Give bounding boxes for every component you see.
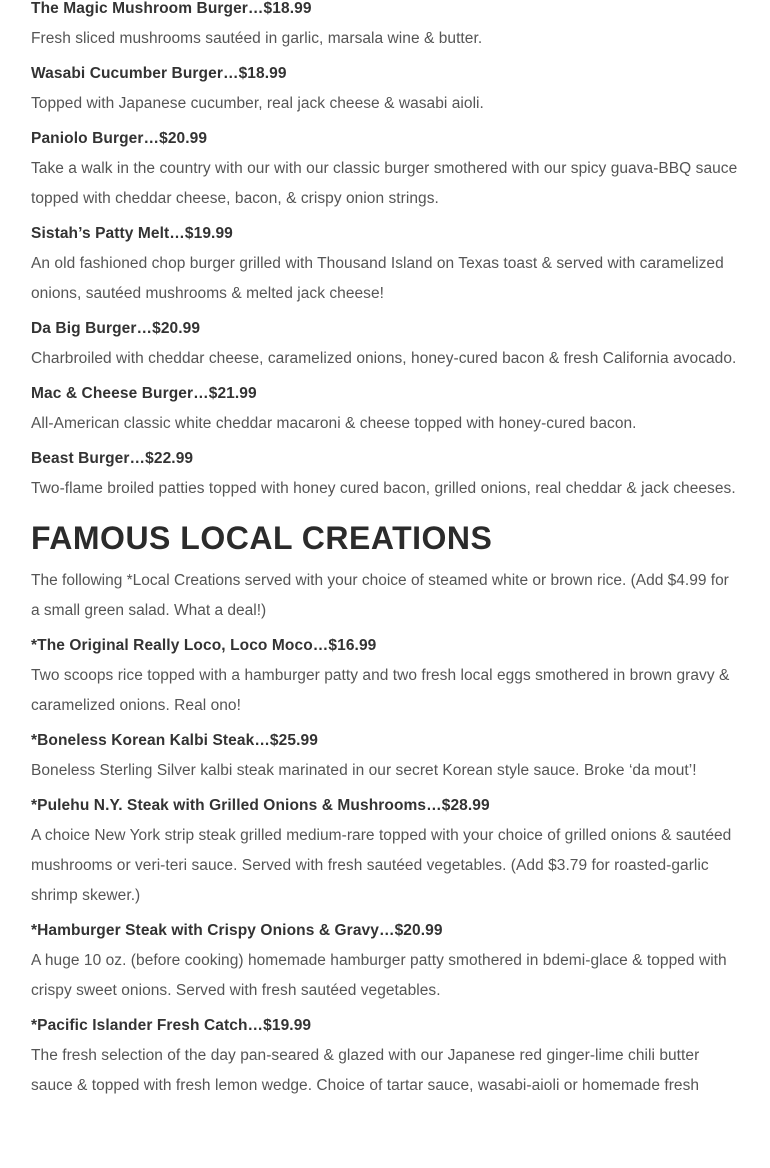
menu-item-wasabi-cucumber-burger xyxy=(31,64,741,119)
menu-item-title: *Boneless Korean Kalbi Steak…$25.99 xyxy=(31,732,318,749)
menu-item-title: *Pulehu N.Y. Steak with Grilled Onions & Mushrooms…$28.99 xyxy=(31,797,490,814)
menu-item-title: Da Big Burger…$20.99 xyxy=(31,320,201,337)
menu-item-da-big-burger xyxy=(31,319,741,374)
menu-item-description: Take a walk in the country with our with our classic burger smothered with our spicy guava-BBQ sauce topped with cheddar cheese, bacon, & crispy onion strings. xyxy=(31,160,738,207)
menu-item-mac-cheese-burger xyxy=(31,384,741,439)
menu-item-pacific-islander-fresh-catch xyxy=(31,1016,741,1101)
menu-item-description: Two-flame broiled patties topped with honey cured bacon, grilled onions, real cheddar & jack cheeses. xyxy=(31,480,736,497)
menu-item-magic-mushroom-burger xyxy=(31,0,741,54)
menu-item-description: Two scoops rice topped with a hamburger patty and two fresh local eggs smothered in brown gravy & caramelized onions. Real ono! xyxy=(31,667,730,714)
menu-item-description: A huge 10 oz. (before cooking) homemade hamburger patty smothered in bdemi-glace & topped with crispy sweet onions. Served with fresh sautéed vegetables. xyxy=(31,952,727,999)
menu-item-title: Paniolo Burger…$20.99 xyxy=(31,130,208,147)
section-intro: The following *Local Creations served with your choice of steamed white or brown rice. (Add $4.99 for a small green salad. What a deal!) xyxy=(31,572,729,619)
menu-item-description: Boneless Sterling Silver kalbi steak marinated in our secret Korean style sauce. Broke ‘da mout’! xyxy=(31,762,697,779)
menu-item-hamburger-steak xyxy=(31,921,741,1006)
menu-item-title: The Magic Mushroom Burger…$18.99 xyxy=(31,0,312,17)
menu-item-title: *Pacific Islander Fresh Catch…$19.99 xyxy=(31,1017,312,1034)
section-heading-local-creations: FAMOUS LOCAL CREATIONS xyxy=(31,520,493,556)
menu-item-title: Wasabi Cucumber Burger…$18.99 xyxy=(31,65,287,82)
menu-item-title: *The Original Really Loco, Loco Moco…$16.99 xyxy=(31,637,377,654)
menu-item-beast-burger xyxy=(31,449,741,504)
menu-item-korean-kalbi-steak xyxy=(31,731,741,786)
menu-item-loco-moco xyxy=(31,636,741,721)
menu-item-title: Sistah’s Patty Melt…$19.99 xyxy=(31,225,233,242)
menu-item-description: Fresh sliced mushrooms sautéed in garlic, marsala wine & butter. xyxy=(31,30,483,47)
menu-item-description: The fresh selection of the day pan-seared & glazed with our Japanese red ginger-lime chili butter sauce & topped with fresh lemon wedge. Choice of tartar sauce, wasabi-aioli or homemade fresh xyxy=(31,1047,700,1094)
menu-item-title: Beast Burger…$22.99 xyxy=(31,450,194,467)
menu-item-sistahs-patty-melt xyxy=(31,224,741,309)
menu-item-description: Charbroiled with cheddar cheese, caramelized onions, honey-cured bacon & fresh California avocado. xyxy=(31,350,737,367)
menu-item-pulehu-ny-steak xyxy=(31,796,741,911)
menu-item-description: An old fashioned chop burger grilled with Thousand Island on Texas toast & served with caramelized onions, sautéed mushrooms & melted jack cheese! xyxy=(31,255,724,302)
menu-item-title: *Hamburger Steak with Crispy Onions & Gravy…$20.99 xyxy=(31,922,443,939)
menu-item-paniolo-burger xyxy=(31,129,741,214)
menu-item-description: All-American classic white cheddar macaroni & cheese topped with honey-cured bacon. xyxy=(31,415,637,432)
menu-item-description: A choice New York strip steak grilled medium-rare topped with your choice of grilled onions & sautéed mushrooms or veri-teri sauce. Served with fresh sautéed vegetables. (Add $3.79 for roasted-garlic shrimp skewer.) xyxy=(31,827,732,904)
menu-item-description: Topped with Japanese cucumber, real jack cheese & wasabi aioli. xyxy=(31,95,484,112)
menu-content xyxy=(31,0,741,1111)
menu-item-title: Mac & Cheese Burger…$21.99 xyxy=(31,385,257,402)
